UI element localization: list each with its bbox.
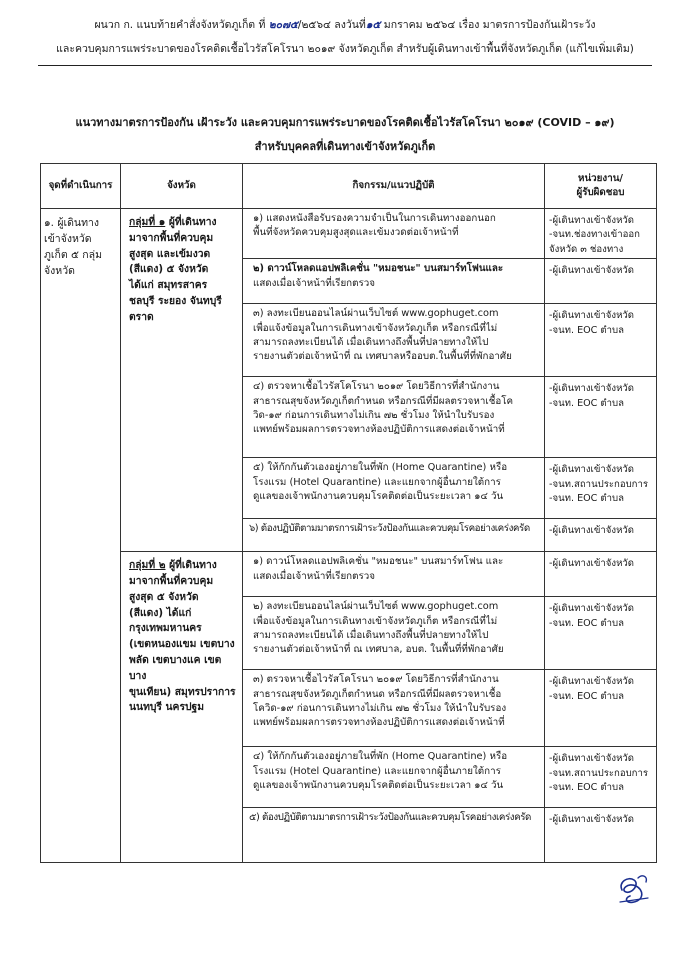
point-line: ๑. ผู้เดินทาง — [44, 217, 100, 229]
point-cell — [41, 209, 121, 863]
activity-line: โควิด-๑๙ ก่อนการเดินทางไม่เกิน ๗๒ ชั่วโมง ให้นำใบรับรอง — [253, 703, 507, 715]
group-line: ชลบุรี ระยอง จันทบุรี — [129, 294, 222, 307]
group-line: ตราด — [129, 310, 154, 323]
header-unit-line-1: หน่วยงาน/ — [578, 172, 623, 184]
header-text-b: /๒๕๖๔ ลงวันที่ — [297, 19, 366, 31]
activity-line: ๕) ต้องปฏิบัติตามมาตรการเฝ้าระวังป้องกันและควบคุมโรคอย่างเคร่งครัด — [249, 812, 531, 824]
group-1-cell — [121, 209, 243, 552]
activity-line: ๖) ต้องปฏิบัติตามมาตรการเฝ้าระวังป้องกันและควบคุมโรคอย่างเคร่งครัด — [249, 523, 530, 535]
unit-cell — [545, 519, 657, 552]
activity-line: สาธารณสุขจังหวัดภูเก็ตกำหนด หรือกรณีที่มีผลตรวจหาเชื้อโค — [253, 395, 514, 407]
unit-line: -ผู้เดินทางเข้าจังหวัด — [549, 383, 635, 395]
activity-line: เพื่อแจ้งข้อมูลในการเดินทางเข้าจังหวัดภูเก็ต หรือกรณีที่ไม่ — [253, 615, 498, 627]
group-line: (เขตหนองแขม เขตบาง — [129, 638, 235, 651]
group-line: ผู้ที่เดินทาง — [165, 559, 217, 572]
annex-header-line-1 — [40, 17, 650, 33]
activity-line: เพื่อแจ้งข้อมูลในการเดินทางเข้าจังหวัดภูเก็ต หรือกรณีที่ไม่ — [253, 322, 498, 334]
activity-line: รายงานตัวต่อเจ้าหน้าที่ ณ เทศบาล, อบต. ในพื้นที่ที่พักอาศัย — [253, 644, 504, 656]
activity-cell — [243, 670, 545, 747]
header-text-c: มกราคม ๒๕๖๔ เรื่อง มาตรการป้องกันเฝ้าระวัง — [380, 19, 596, 31]
activity-cell — [243, 377, 545, 458]
activity-cell — [243, 304, 545, 377]
unit-cell — [545, 304, 657, 377]
activity-cell — [243, 747, 545, 808]
activity-line: วิด-๑๙ ก่อนการเดินทางไม่เกิน ๗๒ ชั่วโมง ให้นำใบรับรอง — [253, 410, 495, 422]
activity-line: ๑) ดาวน์โหลดแอปพลิเคชั่น "หมอชนะ" บนสมาร์ทโฟน และ — [253, 556, 504, 568]
unit-line: -จนท. EOC ตำบล — [549, 617, 625, 629]
unit-cell — [545, 808, 657, 863]
activity-cell — [243, 209, 545, 259]
unit-line: -ผู้เดินทางเข้าจังหวัด — [549, 525, 635, 537]
unit-line: -ผู้เดินทางเข้าจังหวัด — [549, 464, 635, 476]
activity-line: ๒) ดาวน์โหลดแอปพลิเคชั่น "หมอชนะ" บนสมาร์ทโฟนและ — [253, 263, 504, 275]
unit-cell — [545, 670, 657, 747]
group-2-cell — [121, 552, 243, 863]
activity-cell — [243, 519, 545, 552]
group-line: กรุงเทพมหานคร — [129, 622, 202, 635]
activity-cell — [243, 458, 545, 519]
group-line: มาจากพื้นที่ควบคุม — [129, 575, 214, 588]
group-line: ได้แก่ สมุทรสาคร — [129, 279, 208, 292]
activity-line: ดูแลของเจ้าพนักงานควบคุมโรคติดต่อเป็นระยะเวลา ๑๔ วัน — [253, 491, 504, 503]
unit-line: -จนท. EOC ตำบล — [549, 397, 625, 409]
unit-line: -ผู้เดินทางเข้าจังหวัด — [549, 603, 635, 615]
group-2-label: กลุ่มที่ ๒ — [129, 559, 166, 572]
point-line: ภูเก็ต ๕ กลุ่ม — [44, 249, 103, 261]
activity-line: สามารถลงทะเบียนได้ เมื่อเดินทางถึงพื้นที่ปลายทางให้ไป — [253, 337, 489, 349]
unit-line: -จนท.สถานประกอบการ — [549, 767, 649, 779]
group-line: นนทบุรี นครปฐม — [129, 701, 204, 714]
activity-cell — [243, 259, 545, 304]
activity-line: แสดงเมื่อเจ้าหน้าที่เรียกตรวจ — [253, 277, 375, 289]
activity-line: โรงแรม (Hotel Quarantine) และแยกจากผู้อื่นภายใต้การ — [253, 765, 501, 777]
activity-line: ดูแลของเจ้าพนักงานควบคุมโรคติดต่อเป็นระยะเวลา ๑๔ วัน — [253, 780, 504, 792]
group-line: (สีแดง) ๕ จังหวัด — [129, 263, 209, 276]
unit-line: -ผู้เดินทางเข้าจังหวัด — [549, 215, 635, 226]
point-line: จังหวัด — [44, 265, 75, 277]
group-line: ขุนเทียน) สมุทรปราการ — [129, 685, 236, 698]
activity-line: แพทย์พร้อมผลการตรวจทางห้องปฏิบัติการแสดงต่อเจ้าหน้าที่ — [253, 717, 505, 729]
group-line: พลัด เขตบางแค เขตบาง — [129, 654, 222, 682]
initials-signature-icon — [614, 868, 654, 908]
unit-cell — [545, 458, 657, 519]
unit-line: -จนท. EOC ตำบล — [549, 690, 625, 702]
table-row — [41, 552, 657, 597]
activity-line: ๒) ลงทะเบียนออนไลน์ผ่านเว็บไซต์ www.gophuget.com — [253, 601, 499, 613]
group-line: สูงสุด ๕ จังหวัด — [129, 590, 199, 603]
activity-line: ๓) ลงทะเบียนออนไลน์ผ่านเว็บไซต์ www.gophuget.com — [253, 308, 499, 320]
activity-cell — [243, 808, 545, 863]
group-1-label: กลุ่มที่ ๑ — [129, 216, 166, 228]
group-line: มาจากพื้นที่ควบคุม — [129, 231, 214, 244]
unit-line: -จนท.สถานประกอบการ — [549, 478, 649, 490]
unit-line: -ผู้เดินทางเข้าจังหวัด — [549, 676, 635, 688]
activity-line: แพทย์พร้อมผลการตรวจทางห้องปฏิบัติการแสดงต่อเจ้าหน้าที่ — [253, 424, 505, 436]
header-unit-line-2: ผู้รับผิดชอบ — [576, 187, 625, 198]
header-divider — [38, 65, 652, 66]
unit-line: จังหวัด ๓ ช่องทาง — [549, 243, 624, 255]
unit-line: -ผู้เดินทางเข้าจังหวัด — [549, 753, 635, 765]
activity-cell — [243, 552, 545, 597]
measures-table — [40, 163, 657, 863]
activity-line: ๔) ให้กักกันตัวเองอยู่ภายในที่พัก (Home Quarantine) หรือ — [253, 751, 508, 763]
order-number: ๒๐๗๕ — [268, 19, 298, 31]
annex-header-line-2: และควบคุมการแพร่ระบาดของโรคติดเชื้อไวรัสโคโรนา ๒๐๑๙ จังหวัดภูเก็ต สำหรับผู้เดินทางเข้าพื้นที่จังหวัดภูเก็ต (แก้ไขเพิ่มเติม) — [56, 43, 634, 55]
header-point: จุดที่ดำเนินการ — [41, 164, 121, 209]
unit-line: -จนท. EOC ตำบล — [549, 324, 625, 336]
activity-line: สาธารณสุขจังหวัดภูเก็ตกำหนด หรือกรณีที่มีผลตรวจหาเชื้อ — [253, 688, 502, 700]
table-header-row — [41, 164, 657, 209]
unit-line: -ผู้เดินทางเข้าจังหวัด — [549, 558, 635, 570]
unit-cell — [545, 552, 657, 597]
header-activity: กิจกรรม/แนวปฏิบัติ — [243, 164, 545, 209]
unit-line: -ผู้เดินทางเข้าจังหวัด — [549, 310, 635, 322]
activity-line: สามารถลงทะเบียนได้ เมื่อเดินทางถึงพื้นที่ปลายทางให้ไป — [253, 630, 489, 642]
header-unit — [545, 164, 657, 209]
unit-cell — [545, 377, 657, 458]
header-text-a: ผนวก ก. แนบท้ายคำสั่งจังหวัดภูเก็ต ที่ — [94, 19, 269, 31]
activity-line: ๔) ตรวจหาเชื้อไวรัสโคโรนา ๒๐๑๙ โดยวิธีการที่สำนักงาน — [253, 381, 500, 393]
activity-line: ๓) ตรวจหาเชื้อไวรัสโคโรนา ๒๐๑๙ โดยวิธีการที่สำนักงาน — [253, 674, 499, 686]
group-line: ผู้ที่เดินทาง — [165, 216, 217, 228]
unit-cell — [545, 209, 657, 259]
unit-line: -จนท. EOC ตำบล — [549, 493, 625, 505]
document-title-line-1: แนวทางมาตรการป้องกัน เฝ้าระวัง และควบคุมการแพร่ระบาดของโรคติดเชื้อไวรัสโคโรนา ๒๐๑๙ (COVID – ๑๙) — [75, 116, 615, 129]
document-title-line-2: สำหรับบุคคลที่เดินทางเข้าจังหวัดภูเก็ต — [254, 140, 436, 153]
unit-cell — [545, 259, 657, 304]
activity-line: ๕) ให้กักกันตัวเองอยู่ภายในที่พัก (Home Quarantine) หรือ — [253, 462, 508, 474]
unit-cell — [545, 597, 657, 670]
unit-cell — [545, 747, 657, 808]
order-day: ๑๕ — [365, 19, 381, 31]
unit-line: -จนท.ช่องทางเข้าออก — [549, 229, 640, 241]
unit-line: -ผู้เดินทางเข้าจังหวัด — [549, 814, 635, 826]
unit-line: -จนท. EOC ตำบล — [549, 782, 625, 794]
activity-line: ๑) แสดงหนังสือรับรองความจำเป็นในการเดินทางออกนอก — [253, 213, 496, 224]
header-province: จังหวัด — [121, 164, 243, 209]
group-line: สูงสุด และเข้มงวด — [129, 247, 211, 260]
activity-cell — [243, 597, 545, 670]
point-line: เข้าจังหวัด — [44, 233, 92, 245]
activity-line: แสดงเมื่อเจ้าหน้าที่เรียกตรวจ — [253, 570, 375, 582]
unit-line: -ผู้เดินทางเข้าจังหวัด — [549, 265, 635, 277]
activity-line: พื้นที่จังหวัดควบคุมสูงสุดและเข้มงวดต่อเจ้าหน้าที่ — [253, 227, 459, 239]
table-row — [41, 209, 657, 259]
activity-line: รายงานตัวต่อเจ้าหน้าที่ ณ เทศบาลหรืออบต.ในพื้นที่ที่พักอาศัย — [253, 351, 512, 363]
group-line: (สีแดง) ได้แก่ — [129, 606, 192, 619]
activity-line: โรงแรม (Hotel Quarantine) และแยกจากผู้อื่นภายใต้การ — [253, 476, 501, 488]
